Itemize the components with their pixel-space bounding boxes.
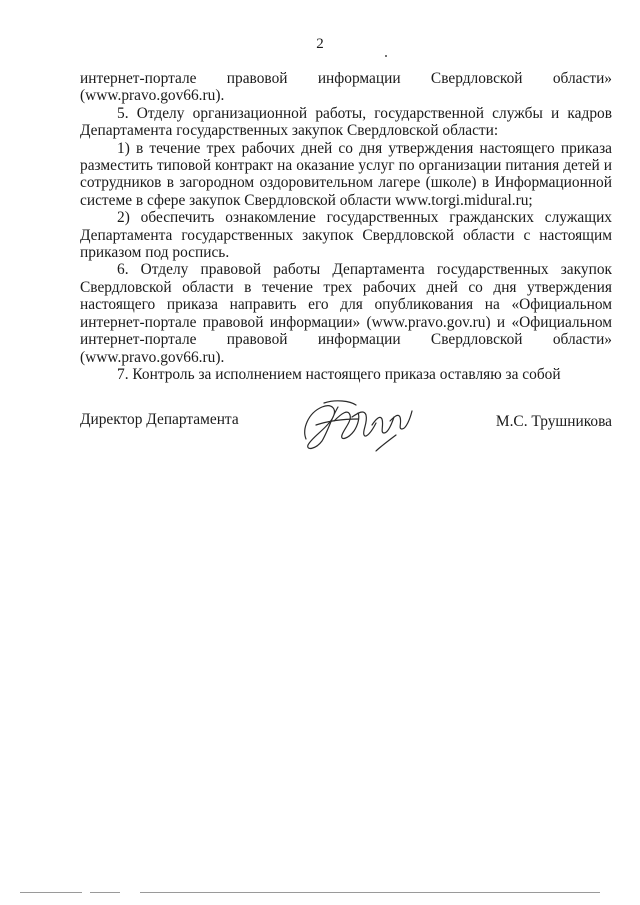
handwritten-signature — [298, 395, 414, 453]
signatory-name: М.С. Трушникова — [495, 413, 612, 430]
page-number: 2 — [316, 36, 324, 52]
scan-edge-line — [20, 892, 82, 893]
paragraph-continuation: интернет-портале правовой информации Свердловской области» (www.pravo.gov66.ru). — [80, 70, 612, 105]
paragraph-item-7: 7. Контроль за исполнением настоящего приказа оставляю за собой — [117, 365, 561, 383]
paragraph-subitem-2: 2) обеспечить ознакомление государственных гражданских служащих Департамента государственных закупок Свердловской области с настоящим приказом под роспись. — [80, 209, 612, 262]
scan-edge-line — [90, 892, 120, 893]
document-body — [80, 70, 612, 383]
scan-edge-line — [140, 892, 600, 893]
signature-block — [80, 395, 612, 455]
paragraph-item-6: 6. Отделу правовой работы Департамента государственных закупок Свердловской области в течение трех рабочих дней со дня утверждения настоящего приказа направить его для опубликования на «Официальном интернет-портале правовой информации» (www.pravo.gov.ru) и «Официальном интернет-портале правовой информации Свердловской области» (www.pravo.gov66.ru). — [80, 261, 612, 366]
signatory-position: Директор Департамента — [80, 411, 239, 428]
scan-speck — [385, 55, 387, 57]
paragraph-item-5: 5. Отделу организационной работы, государственной службы и кадров Департамента государственных закупок Свердловской области: — [80, 104, 612, 140]
paragraph-subitem-1: 1) в течение трех рабочих дней со дня утверждения настоящего приказа разместить типовой контракт на оказание услуг по организации питания детей и сотрудников в загородном оздоровительном лагере (школе) в Информационной системе в сфере закупок Свердловской области www.torgi.midural.ru; — [80, 139, 612, 209]
